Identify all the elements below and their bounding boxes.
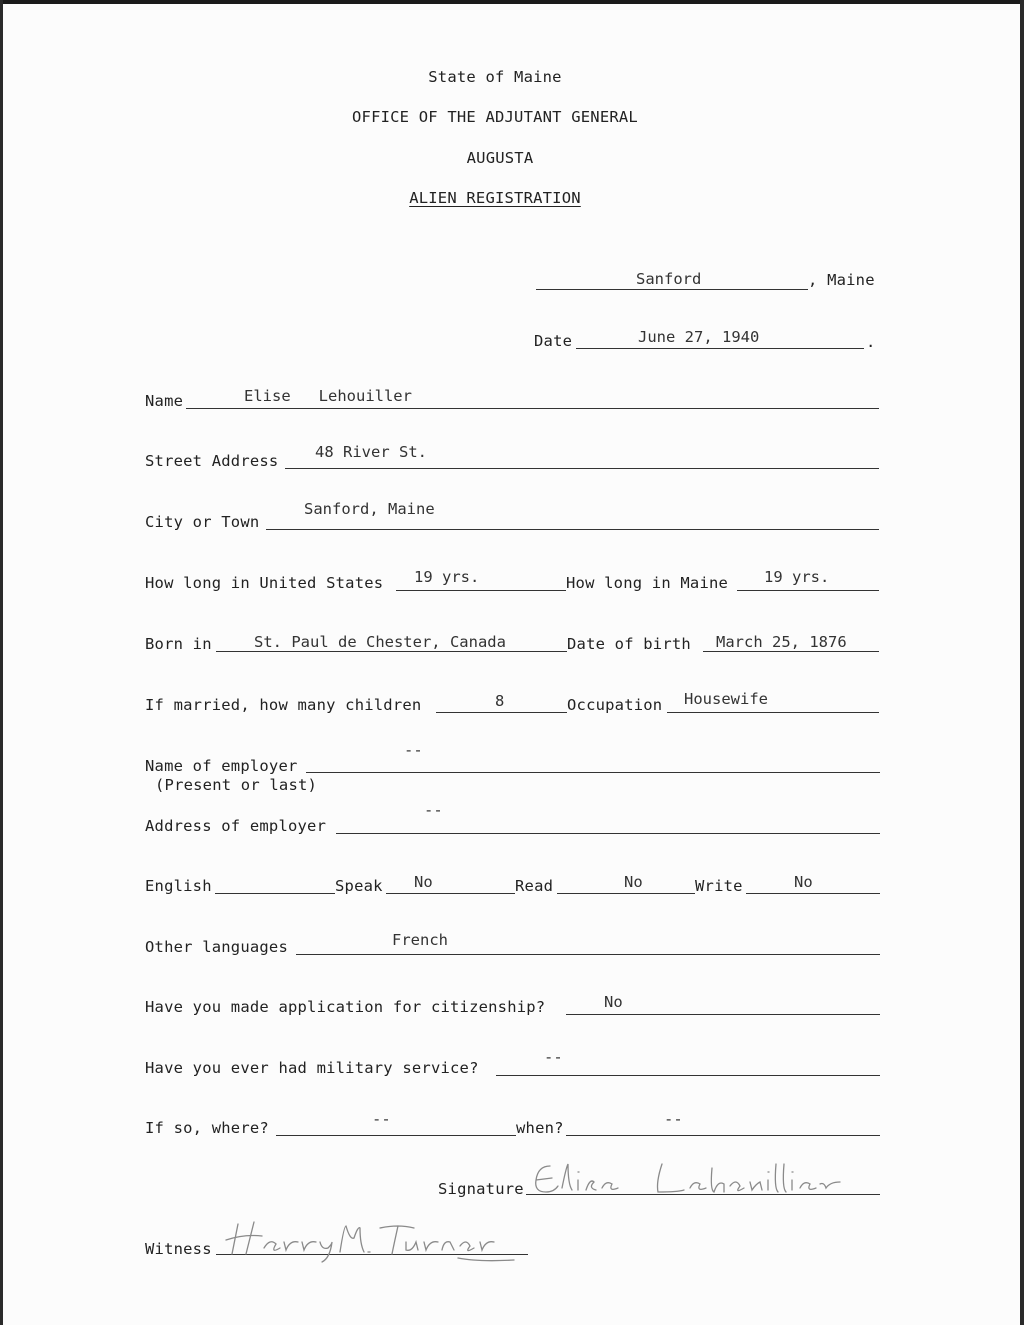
occupation-label: Occupation: [567, 696, 663, 714]
languages-value: French: [392, 931, 448, 949]
military-label: Have you ever had military service?: [145, 1059, 479, 1077]
date-end: .: [866, 333, 876, 351]
write-label: Write: [695, 877, 743, 895]
born-label: Born in: [145, 635, 212, 653]
speak-value: No: [414, 873, 433, 891]
employer-address-label: Address of employer: [145, 817, 327, 835]
street-label: Street Address: [145, 452, 279, 470]
name-value: Elise Lehouiller: [244, 387, 412, 405]
when-label: when?: [516, 1119, 564, 1137]
employer-name-line: [306, 772, 880, 773]
maine-value: 19 yrs.: [764, 568, 830, 586]
header-city: AUGUSTA: [466, 149, 534, 167]
children-line: [436, 712, 567, 713]
name-line: [186, 408, 879, 409]
maine-label: How long in Maine: [566, 574, 729, 592]
street-line: [285, 468, 879, 469]
read-line: [557, 893, 695, 894]
witness-label: Witness: [145, 1240, 212, 1258]
where-label: If so, where?: [145, 1119, 269, 1137]
name-label: Name: [145, 392, 184, 410]
place-state-suffix: , Maine: [808, 271, 875, 289]
write-value: No: [794, 873, 813, 891]
write-line: [746, 893, 880, 894]
read-value: No: [624, 873, 643, 891]
military-value: --: [544, 1048, 563, 1066]
born-line: [216, 651, 567, 652]
where-line: [276, 1135, 516, 1136]
citizenship-value: No: [604, 993, 623, 1011]
signature-handwriting: [528, 1158, 858, 1202]
scan-border-top: [0, 0, 1024, 4]
city-line: [266, 529, 879, 530]
date-line: [576, 348, 864, 349]
when-value: --: [664, 1110, 683, 1128]
header-office: OFFICE OF THE ADJUTANT GENERAL: [352, 108, 638, 126]
dob-line: [703, 651, 879, 652]
citizenship-line: [566, 1014, 880, 1015]
date-label: Date: [534, 332, 573, 350]
employer-name-label: Name of employer: [145, 757, 298, 775]
dob-label: Date of birth: [567, 635, 691, 653]
languages-line: [296, 954, 880, 955]
scan-border-left: [0, 0, 3, 1325]
employer-address-value: --: [424, 801, 443, 819]
when-line: [566, 1135, 880, 1136]
us-value: 19 yrs.: [414, 568, 480, 586]
us-label: How long in United States: [145, 574, 384, 592]
form-title: ALIEN REGISTRATION: [409, 189, 581, 207]
header-state: State of Maine: [428, 68, 562, 86]
english-line: [215, 893, 335, 894]
military-line: [496, 1075, 880, 1076]
maine-line: [737, 590, 879, 591]
citizenship-label: Have you made application for citizenship?: [145, 998, 546, 1016]
street-value: 48 River St.: [315, 443, 427, 461]
english-label: English: [145, 877, 212, 895]
dob-value: March 25, 1876: [716, 633, 847, 651]
us-line: [396, 590, 566, 591]
occupation-value: Housewife: [684, 690, 768, 708]
scan-border-right: [1020, 0, 1024, 1325]
children-value: 8: [495, 692, 505, 710]
employer-name-sub: (Present or last): [155, 776, 318, 794]
place-town-value: Sanford: [636, 270, 702, 288]
languages-label: Other languages: [145, 938, 288, 956]
date-value: June 27, 1940: [638, 328, 760, 346]
children-label: If married, how many children: [145, 696, 422, 714]
employer-address-line: [336, 833, 880, 834]
place-line: [536, 289, 808, 290]
employer-name-value: --: [404, 741, 423, 759]
speak-line: [386, 893, 515, 894]
where-value: --: [372, 1110, 391, 1128]
witness-handwriting: [218, 1218, 518, 1264]
city-label: City or Town: [145, 513, 260, 531]
born-value: St. Paul de Chester, Canada: [254, 633, 506, 651]
speak-label: Speak: [335, 877, 383, 895]
occupation-line: [667, 712, 879, 713]
city-value: Sanford, Maine: [304, 500, 435, 518]
signature-label: Signature: [438, 1180, 524, 1198]
read-label: Read: [515, 877, 554, 895]
